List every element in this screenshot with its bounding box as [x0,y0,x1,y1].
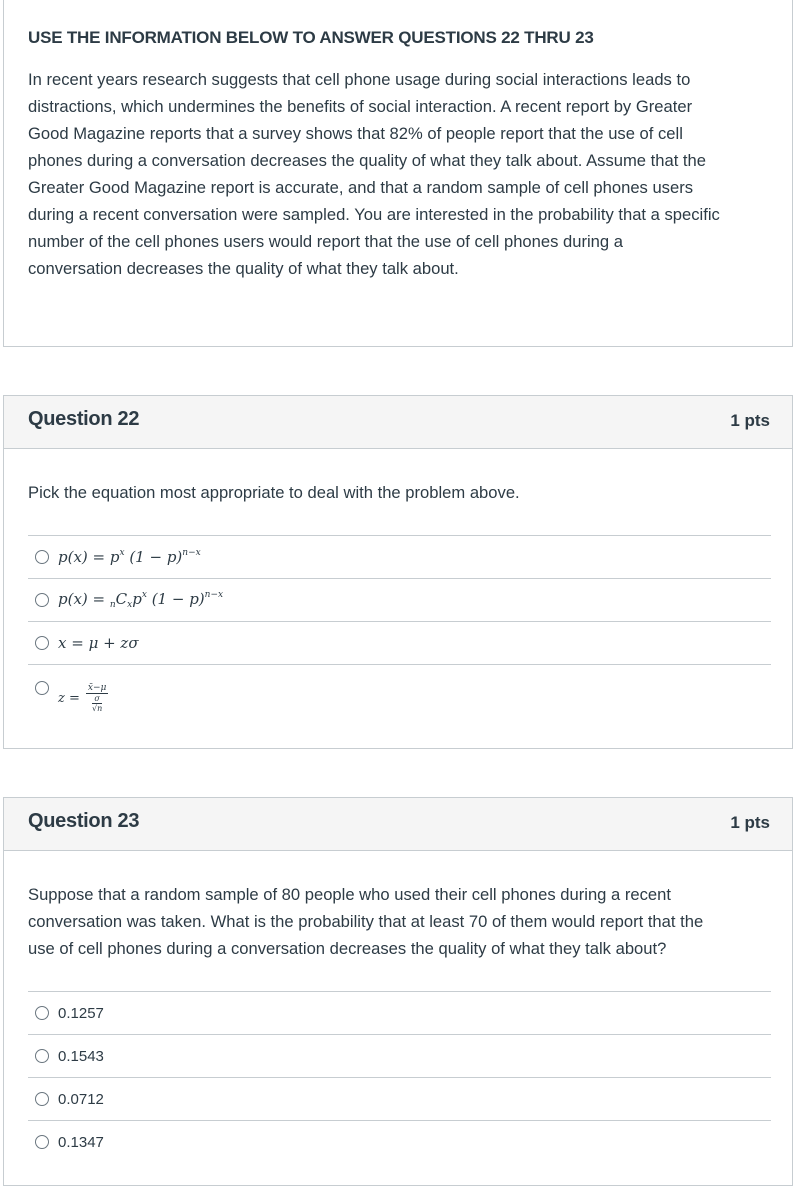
information-line: number of the cell phones users would report that the use of cell phones during a [28,232,623,251]
radio-button[interactable] [35,593,49,607]
answer-label: 0.1543 [58,1047,104,1065]
radio-button[interactable] [35,1092,49,1106]
radio-button[interactable] [35,1135,49,1149]
radio-button[interactable] [35,1049,49,1063]
question-23 [3,797,793,1186]
question-points: 1 pts [730,813,770,832]
information-line: In recent years research suggests that cell phone usage during social interactions leads to [28,70,691,89]
answer-label: 0.0712 [58,1090,104,1108]
answer-label: 0.1257 [58,1004,104,1022]
answer-option-d[interactable] [28,664,771,749]
answer-option-c[interactable] [28,1077,771,1120]
information-text [28,66,776,282]
answer-option-a[interactable] [28,991,771,1034]
information-line: Good Magazine reports that a survey shows that 82% of people report that the use of cell [28,124,683,143]
answer-list [28,991,771,1163]
answer-option-a[interactable] [28,535,771,578]
information-panel [3,0,793,347]
question-points: 1 pts [730,411,770,430]
equation-binomial-combination: $p(x) = _nC_xp^x$ $(1 - p)^{n-x}$ [58,590,224,610]
information-line: during a recent conversation were sampled. You are interested in the probability that a specific [28,205,720,224]
information-line: Greater Good Magazine report is accurate, and that a random sample of cell phones users [28,178,694,197]
information-title: USE THE INFORMATION BELOW TO ANSWER QUESTIONS 22 THRU 23 [28,28,594,47]
question-text: Pick the equation most appropriate to deal with the problem above. [28,483,520,502]
equation-x-score: x = μ + zσ [58,634,139,652]
answer-list [28,535,771,749]
question-line: use of cell phones during a conversation decreases the quality of what they talk about? [28,939,667,958]
question-22 [3,395,793,749]
information-line: distractions, which undermines the benefits of social interaction. A recent report by Greater [28,97,693,116]
equation-z-score: z = $\frac{x̄-\mu}{\frac{\sigma}{√n}}$ [58,683,107,713]
radio-button[interactable] [35,1006,49,1020]
question-text [28,881,773,962]
radio-button[interactable] [35,550,49,564]
question-line: conversation was taken. What is the probability that at least 70 of them would report that the [28,912,704,931]
question-header [4,396,792,449]
answer-option-b[interactable] [28,578,771,621]
question-title: Question 22 [28,408,140,430]
information-line: conversation decreases the quality of what they talk about. [28,259,459,278]
radio-button[interactable] [35,681,49,695]
question-title: Question 23 [28,810,140,832]
answer-label: 0.1347 [58,1133,104,1151]
answer-option-b[interactable] [28,1034,771,1077]
radio-button[interactable] [35,636,49,650]
answer-option-d[interactable] [28,1120,771,1163]
question-line: Suppose that a random sample of 80 people who used their cell phones during a recent [28,885,671,904]
information-line: phones during a conversation decreases the quality of what they talk about. Assume that the [28,151,707,170]
equation-binomial-simple: $p(x) = p^x$ $(1 - p)^{n-x}$ [58,548,201,566]
question-header [4,798,792,851]
answer-option-c[interactable] [28,621,771,664]
